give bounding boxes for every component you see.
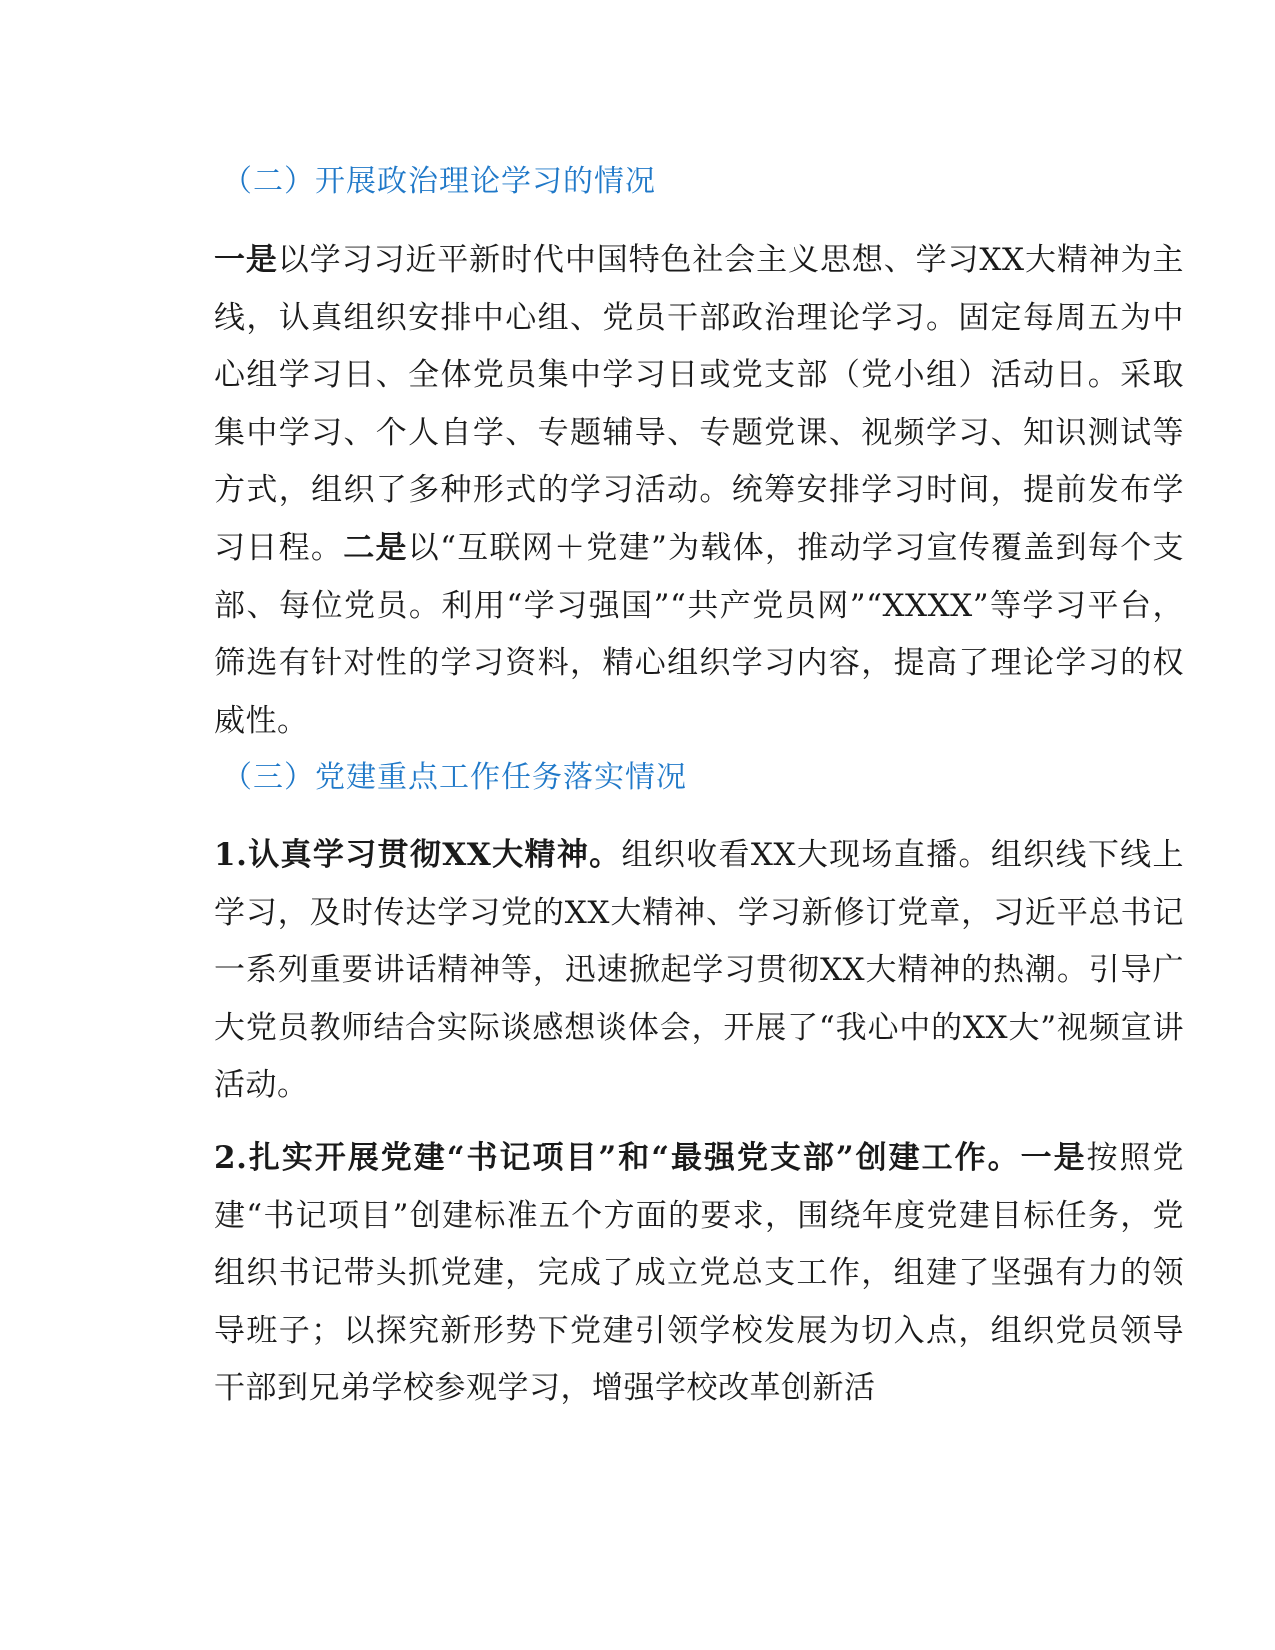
document-page (150, 0, 1185, 1650)
lead-first: 一是 (1020, 1140, 1087, 1176)
item-title: 1.认真学习贯彻XX大精神。 (214, 837, 622, 873)
lead-first: 一是 (214, 242, 278, 278)
section-heading-key-tasks: （三）党建重点工作任务落实情况 (222, 760, 687, 795)
item-title: 2.扎实开展党建“书记项目”和“最强党支部”创建工作。 (214, 1140, 1021, 1176)
paragraph-text: 以学习习近平新时代中国特色社会主义思想、学习XX大精神为主线，认真组织安排中心组、党员干部政治理论学习。固定每周五为中心组学习日、全体党员集中学习日或党支部（党小组）活动日。采取集中学习、个人自学、专题辅导、专题党课、视频学习、知识测试等方式，组织了多种形式的学习活动。统筹安排学习时间，提前发布学习日程。 (214, 242, 1185, 566)
paragraph-item-1 (150, 827, 1184, 1115)
paragraph-text: 组织收看XX大现场直播。组织线下线上学习，及时传达学习党的XX大精神、学习新修订党章，习近平总书记一系列重要讲话精神等，迅速掀起学习贯彻XX大精神的热潮。引导广大党员教师结合实际谈感想谈体会，开展了“我心中的XX大”视频宣讲活动。 (214, 837, 1185, 1104)
paragraph-text: 按照党建“书记项目”创建标准五个方面的要求，围绕年度党建目标任务，党组织书记带头抓党建，完成了成立党总支工作，组建了坚强有力的领导班子；以探究新形势下党建引领学校发展为切入点，组织党员领导干部到兄弟学校参观学习，增强学校改革创新活 (214, 1140, 1185, 1407)
paragraph-political-study (150, 232, 1184, 750)
section-heading-political-study: （二）开展政治理论学习的情况 (222, 164, 656, 199)
paragraph-text: 以“互联网＋党建”为载体，推动学习宣传覆盖到每个支部、每位党员。利用“学习强国”“共产党员网”“XXXX”等学习平台，筛选有针对性的学习资料，精心组织学习内容，提高了理论学习的权威性。 (214, 529, 1185, 739)
paragraph-item-2 (150, 1130, 1184, 1418)
lead-second: 二是 (343, 529, 408, 566)
